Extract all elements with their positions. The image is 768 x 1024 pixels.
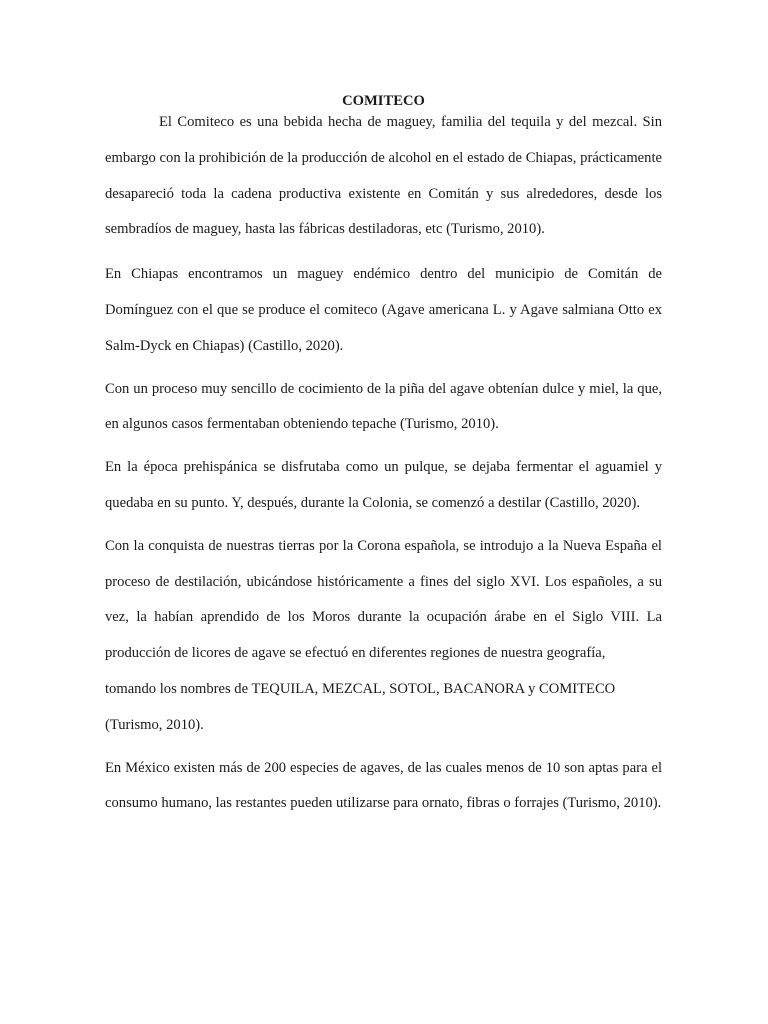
paragraph-prehispanic: En la época prehispánica se disfrutaba como un pulque, se dejaba fermentar el aguamiel y quedaba en su punto. Y, después, durante la Colonia, se comenzó a destilar (Castillo, 2020). <box>105 459 662 511</box>
paragraph-endemic-maguey: En Chiapas encontramos un maguey endémico dentro del municipio de Comitán de Domínguez con el que se produce el comiteco (Agave americana L. y Agave salmiana Otto ex Salm-Dyck en Chiapas) (Castillo, 2020). <box>105 266 662 354</box>
document-body <box>105 91 662 822</box>
paragraph-intro: El Comiteco es una bebida hecha de maguey, familia del tequila y del mezcal. Sin embargo con la prohibición de la producción de alcohol en el estado de Chiapas, prácticamente desapareció toda la cadena productiva existente en Comitán y sus alrededores, desde los sembradíos de maguey, hasta las fábricas destiladoras, etc (Turismo, 2010). <box>105 114 662 238</box>
document-title: COMITECO <box>342 93 425 109</box>
paragraph-process: Con un proceso muy sencillo de cocimiento de la piña del agave obtenían dulce y miel, la que, en algunos casos fermentaban obteniendo tepache (Turismo, 2010). <box>105 380 662 433</box>
paragraph-species: En México existen más de 200 especies de agaves, de las cuales menos de 10 son aptas para el consumo humano, las restantes pueden utilizarse para ornato, fibras o forrajes (Turismo, 2010). <box>105 759 662 812</box>
paragraph-conquest-cont: tomando los nombres de TEQUILA, MEZCAL, SOTOL, BACANORA y COMITECO (Turismo, 2010). <box>105 680 616 733</box>
paragraph-conquest: Con la conquista de nuestras tierras por la Corona española, se introdujo a la Nueva España el proceso de destilación, ubicándose históricamente a fines del siglo XVI. Los españoles, a su vez, la habían aprendido de los Moros durante la ocupación árabe en el Siglo VIII. La producción de licores de agave se efectuó en diferentes regiones de nuestra geografía, <box>105 537 662 662</box>
